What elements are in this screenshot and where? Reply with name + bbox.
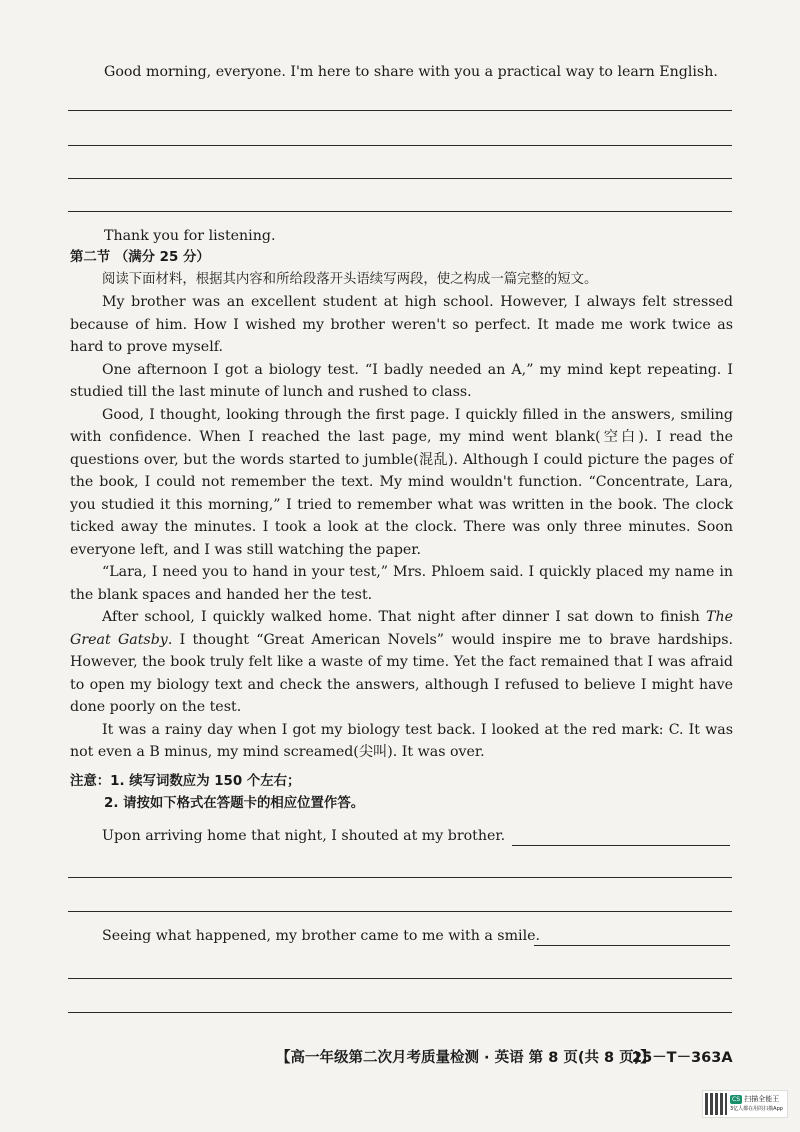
book-title: The Great Gatsby (70, 609, 733, 648)
cs-logo-icon: CS (732, 1095, 740, 1103)
story-paragraph (70, 606, 733, 719)
qr-code-icon (705, 1093, 727, 1115)
note-1: 注意：1. 续写词数应为 150 个左右； (70, 774, 301, 789)
paragraph-text: . I thought “Great American Novels” would inspire me to brave hardships. However, the book truly felt like a waste of my time. Yet the fact remained that I was afraid to open my biology text and check the answers, although I refused to believe I might have done poorly on the test. (70, 631, 733, 715)
page-footer: 【高一年级第二次月考质量检测 · 英语 第 8 页(共 8 页)】 (276, 1050, 655, 1066)
section-instruction: 阅读下面材料，根据其内容和所给段落开头语续写两段，使之构成一篇完整的短文。 (102, 272, 598, 287)
answer-line (534, 945, 730, 946)
answer-line (68, 110, 732, 111)
watermark-sub: 3亿人都在用的扫描App (730, 1105, 783, 1112)
answer-line (68, 178, 732, 179)
note-2: 2. 请按如下格式在答题卡的相应位置作答。 (104, 796, 365, 811)
continuation-prompt-2: Seeing what happened, my brother came to me with a smile. (102, 928, 541, 944)
answer-line (68, 1012, 732, 1013)
scanner-watermark (702, 1090, 788, 1118)
answer-line (68, 911, 732, 912)
opening-sentence: Good morning, everyone. I'm here to share with you a practical way to learn English. (104, 64, 718, 80)
story-paragraph: “Lara, I need you to hand in your test,” Mrs. Phloem said. I quickly placed my name in the blank spaces and handed her the test. (70, 564, 733, 603)
answer-line (68, 978, 732, 979)
answer-line (68, 877, 732, 878)
story-text (70, 291, 733, 764)
watermark-text (730, 1095, 783, 1114)
answer-line (68, 145, 732, 146)
paragraph-text: After school, I quickly walked home. That night after dinner I sat down to finish (102, 609, 706, 625)
answer-line (68, 211, 732, 212)
story-paragraph: One afternoon I got a biology test. “I badly needed an A,” my mind kept repeating. I studied till the last minute of lunch and rushed to class. (70, 361, 733, 400)
answer-line (512, 845, 730, 846)
story-paragraph: It was a rainy day when I got my biology test back. I looked at the red mark: C. It was not even a B minus, my mind screamed(尖叫). It was over. (70, 721, 733, 760)
continuation-prompt-1: Upon arriving home that night, I shouted at my brother. (102, 828, 506, 844)
exam-code: 25－T－363A (632, 1050, 733, 1066)
story-paragraph: Good, I thought, looking through the first page. I quickly filled in the answers, smiling with confidence. When I reached the last page, my mind went blank(空白). I read the questions over, but the words started to jumble(混乱). Although I could picture the pages of the book, I could not remember the text. My mind wouldn't function. “Concentrate, Lara, you studied it this morning,” I tried to remember what was written in the book. The clock ticked away the minutes. I took a look at the clock. There was only three minutes. Soon everyone left, and I was still watching the paper. (70, 406, 733, 558)
story-paragraph: My brother was an excellent student at high school. However, I always felt stressed because of him. How I wished my brother weren't so perfect. It made me work twice as hard to prove myself. (70, 294, 733, 355)
closing-sentence: Thank you for listening. (104, 228, 276, 244)
watermark-name: 扫描全能王 (744, 1094, 780, 1103)
section-heading: 第二节 （满分 25 分） (70, 250, 210, 265)
